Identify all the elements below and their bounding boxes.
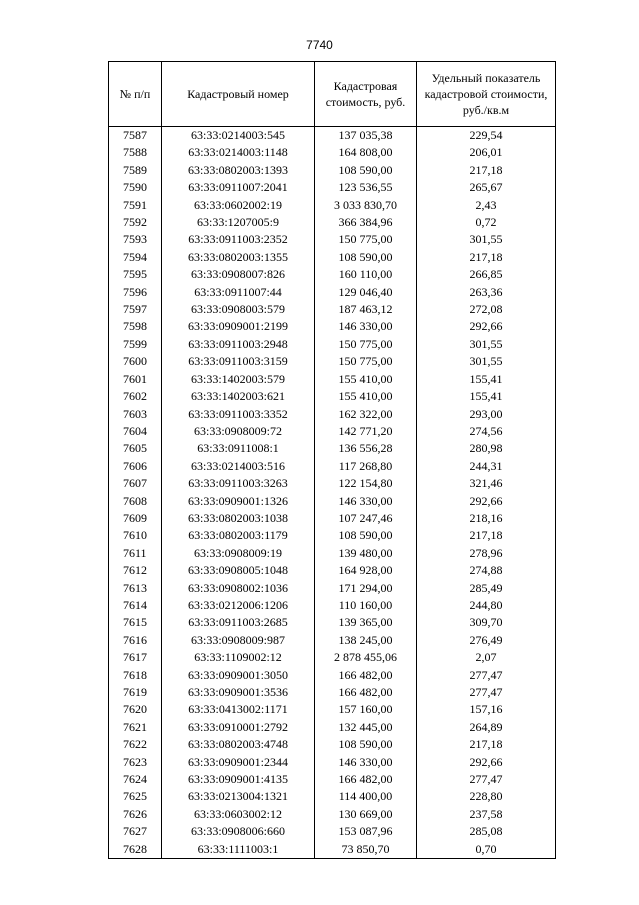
- table-row: [109, 736, 556, 753]
- cadastral-number-cell: 63:33:1402003:579: [162, 371, 315, 388]
- row-number-cell: 7594: [109, 249, 162, 266]
- table-row: [109, 336, 556, 353]
- cadastral-value-cell: 114 400,00: [315, 788, 417, 805]
- specific-index-cell: 217,18: [417, 736, 556, 753]
- table-row: [109, 249, 556, 266]
- cadastral-number-cell: 63:33:0908009:19: [162, 545, 315, 562]
- header-specific-index: Удельный показатель кадастровой стоимости, руб./кв.м: [417, 62, 556, 127]
- table-row: [109, 510, 556, 527]
- cadastral-number-cell: 63:33:0802003:1393: [162, 162, 315, 179]
- table-row: [109, 719, 556, 736]
- table-row: [109, 266, 556, 283]
- cadastral-value-cell: 3 033 830,70: [315, 197, 417, 214]
- table-body: [109, 127, 556, 859]
- specific-index-cell: 274,88: [417, 562, 556, 579]
- row-number-cell: 7592: [109, 214, 162, 231]
- cadastral-value-cell: 117 268,80: [315, 458, 417, 475]
- table-row: [109, 841, 556, 859]
- cadastral-number-cell: 63:33:0909001:2344: [162, 754, 315, 771]
- row-number-cell: 7606: [109, 458, 162, 475]
- table-row: [109, 318, 556, 335]
- row-number-cell: 7603: [109, 406, 162, 423]
- specific-index-cell: 274,56: [417, 423, 556, 440]
- cadastral-number-cell: 63:33:0911003:2948: [162, 336, 315, 353]
- cadastral-number-cell: 63:33:0911003:3263: [162, 475, 315, 492]
- row-number-cell: 7623: [109, 754, 162, 771]
- table-row: [109, 231, 556, 248]
- cadastral-number-cell: 63:33:0908006:660: [162, 823, 315, 840]
- specific-index-cell: 217,18: [417, 249, 556, 266]
- specific-index-cell: 276,49: [417, 632, 556, 649]
- table-row: [109, 771, 556, 788]
- cadastral-number-cell: 63:33:0413002:1171: [162, 701, 315, 718]
- table-row: [109, 440, 556, 457]
- row-number-cell: 7587: [109, 127, 162, 145]
- cadastral-value-table: [108, 61, 556, 859]
- cadastral-value-cell: 164 928,00: [315, 562, 417, 579]
- cadastral-value-cell: 139 480,00: [315, 545, 417, 562]
- row-number-cell: 7596: [109, 284, 162, 301]
- cadastral-number-cell: 63:33:0911008:1: [162, 440, 315, 457]
- cadastral-number-cell: 63:33:0908005:1048: [162, 562, 315, 579]
- row-number-cell: 7611: [109, 545, 162, 562]
- row-number-cell: 7609: [109, 510, 162, 527]
- table-row: [109, 754, 556, 771]
- cadastral-number-cell: 63:33:0909001:3050: [162, 667, 315, 684]
- specific-index-cell: 228,80: [417, 788, 556, 805]
- cadastral-number-cell: 63:33:0802003:4748: [162, 736, 315, 753]
- row-number-cell: 7593: [109, 231, 162, 248]
- table-row: [109, 527, 556, 544]
- cadastral-value-cell: 150 775,00: [315, 353, 417, 370]
- cadastral-number-cell: 63:33:0910001:2792: [162, 719, 315, 736]
- table-row: [109, 823, 556, 840]
- cadastral-value-cell: 166 482,00: [315, 771, 417, 788]
- specific-index-cell: 309,70: [417, 614, 556, 631]
- row-number-cell: 7618: [109, 667, 162, 684]
- table-row: [109, 545, 556, 562]
- table-row: [109, 388, 556, 405]
- cadastral-number-cell: 63:33:1111003:1: [162, 841, 315, 859]
- specific-index-cell: 292,66: [417, 754, 556, 771]
- row-number-cell: 7604: [109, 423, 162, 440]
- row-number-cell: 7597: [109, 301, 162, 318]
- table-row: [109, 667, 556, 684]
- row-number-cell: 7615: [109, 614, 162, 631]
- specific-index-cell: 206,01: [417, 144, 556, 161]
- cadastral-value-cell: 187 463,12: [315, 301, 417, 318]
- row-number-cell: 7619: [109, 684, 162, 701]
- row-number-cell: 7622: [109, 736, 162, 753]
- specific-index-cell: 301,55: [417, 336, 556, 353]
- cadastral-value-cell: 171 294,00: [315, 580, 417, 597]
- table-row: [109, 353, 556, 370]
- cadastral-number-cell: 63:33:0802003:1355: [162, 249, 315, 266]
- cadastral-value-cell: 138 245,00: [315, 632, 417, 649]
- cadastral-value-cell: 155 410,00: [315, 388, 417, 405]
- table-row: [109, 614, 556, 631]
- cadastral-number-cell: 63:33:0911003:3352: [162, 406, 315, 423]
- specific-index-cell: 0,72: [417, 214, 556, 231]
- table-row: [109, 284, 556, 301]
- cadastral-value-cell: 155 410,00: [315, 371, 417, 388]
- cadastral-number-cell: 63:33:0908007:826: [162, 266, 315, 283]
- cadastral-value-cell: 108 590,00: [315, 527, 417, 544]
- specific-index-cell: 263,36: [417, 284, 556, 301]
- cadastral-value-cell: 366 384,96: [315, 214, 417, 231]
- specific-index-cell: 278,96: [417, 545, 556, 562]
- row-number-cell: 7620: [109, 701, 162, 718]
- page-number: 7740: [306, 38, 333, 52]
- cadastral-value-cell: 157 160,00: [315, 701, 417, 718]
- cadastral-number-cell: 63:33:0212006:1206: [162, 597, 315, 614]
- table-row: [109, 580, 556, 597]
- table-row: [109, 179, 556, 196]
- cadastral-value-cell: 150 775,00: [315, 231, 417, 248]
- row-number-cell: 7590: [109, 179, 162, 196]
- table-row: [109, 649, 556, 666]
- cadastral-number-cell: 63:33:1109002:12: [162, 649, 315, 666]
- cadastral-value-cell: 160 110,00: [315, 266, 417, 283]
- table-row: [109, 701, 556, 718]
- specific-index-cell: 244,80: [417, 597, 556, 614]
- row-number-cell: 7614: [109, 597, 162, 614]
- specific-index-cell: 292,66: [417, 318, 556, 335]
- cadastral-number-cell: 63:33:0214003:545: [162, 127, 315, 145]
- row-number-cell: 7627: [109, 823, 162, 840]
- row-number-cell: 7601: [109, 371, 162, 388]
- specific-index-cell: 293,00: [417, 406, 556, 423]
- specific-index-cell: 155,41: [417, 371, 556, 388]
- cadastral-value-cell: 139 365,00: [315, 614, 417, 631]
- cadastral-number-cell: 63:33:0909001:3536: [162, 684, 315, 701]
- row-number-cell: 7600: [109, 353, 162, 370]
- row-number-cell: 7591: [109, 197, 162, 214]
- cadastral-value-cell: 146 330,00: [315, 318, 417, 335]
- row-number-cell: 7588: [109, 144, 162, 161]
- specific-index-cell: 301,55: [417, 353, 556, 370]
- cadastral-value-cell: 132 445,00: [315, 719, 417, 736]
- specific-index-cell: 157,16: [417, 701, 556, 718]
- cadastral-number-cell: 63:33:0802003:1179: [162, 527, 315, 544]
- table-row: [109, 162, 556, 179]
- row-number-cell: 7605: [109, 440, 162, 457]
- cadastral-number-cell: 63:33:0908003:579: [162, 301, 315, 318]
- specific-index-cell: 264,89: [417, 719, 556, 736]
- specific-index-cell: 237,58: [417, 806, 556, 823]
- cadastral-number-cell: 63:33:0911007:2041: [162, 179, 315, 196]
- table-row: [109, 562, 556, 579]
- row-number-cell: 7616: [109, 632, 162, 649]
- cadastral-number-cell: 63:33:0911003:3159: [162, 353, 315, 370]
- specific-index-cell: 280,98: [417, 440, 556, 457]
- header-row-number: № п/п: [109, 62, 162, 127]
- cadastral-number-cell: 63:33:0911007:44: [162, 284, 315, 301]
- row-number-cell: 7608: [109, 493, 162, 510]
- cadastral-value-cell: 123 536,55: [315, 179, 417, 196]
- cadastral-value-cell: 162 322,00: [315, 406, 417, 423]
- cadastral-value-cell: 129 046,40: [315, 284, 417, 301]
- row-number-cell: 7598: [109, 318, 162, 335]
- specific-index-cell: 2,07: [417, 649, 556, 666]
- row-number-cell: 7610: [109, 527, 162, 544]
- cadastral-value-cell: 110 160,00: [315, 597, 417, 614]
- cadastral-value-cell: 108 590,00: [315, 249, 417, 266]
- row-number-cell: 7626: [109, 806, 162, 823]
- specific-index-cell: 266,85: [417, 266, 556, 283]
- table-row: [109, 458, 556, 475]
- cadastral-number-cell: 63:33:0214003:516: [162, 458, 315, 475]
- header-cadastral-number: Кадастровый номер: [162, 62, 315, 127]
- row-number-cell: 7628: [109, 841, 162, 859]
- cadastral-value-cell: 142 771,20: [315, 423, 417, 440]
- row-number-cell: 7602: [109, 388, 162, 405]
- table-row: [109, 197, 556, 214]
- table-row: [109, 214, 556, 231]
- specific-index-cell: 155,41: [417, 388, 556, 405]
- cadastral-value-cell: 164 808,00: [315, 144, 417, 161]
- row-number-cell: 7624: [109, 771, 162, 788]
- cadastral-number-cell: 63:33:0213004:1321: [162, 788, 315, 805]
- table-row: [109, 788, 556, 805]
- specific-index-cell: 292,66: [417, 493, 556, 510]
- table-row: [109, 127, 556, 145]
- specific-index-cell: 285,49: [417, 580, 556, 597]
- cadastral-number-cell: 63:33:0911003:2685: [162, 614, 315, 631]
- row-number-cell: 7599: [109, 336, 162, 353]
- cadastral-number-cell: 63:33:0908009:987: [162, 632, 315, 649]
- row-number-cell: 7607: [109, 475, 162, 492]
- cadastral-number-cell: 63:33:0802003:1038: [162, 510, 315, 527]
- specific-index-cell: 277,47: [417, 771, 556, 788]
- table-row: [109, 597, 556, 614]
- table-row: [109, 493, 556, 510]
- cadastral-value-cell: 153 087,96: [315, 823, 417, 840]
- row-number-cell: 7589: [109, 162, 162, 179]
- row-number-cell: 7595: [109, 266, 162, 283]
- cadastral-number-cell: 63:33:0214003:1148: [162, 144, 315, 161]
- table-row: [109, 301, 556, 318]
- header-cadastral-value: Кадастровая стоимость, руб.: [315, 62, 417, 127]
- row-number-cell: 7613: [109, 580, 162, 597]
- row-number-cell: 7612: [109, 562, 162, 579]
- cadastral-value-cell: 136 556,28: [315, 440, 417, 457]
- row-number-cell: 7621: [109, 719, 162, 736]
- table-row: [109, 423, 556, 440]
- table-header-row: [109, 62, 556, 127]
- cadastral-value-cell: 73 850,70: [315, 841, 417, 859]
- specific-index-cell: 2,43: [417, 197, 556, 214]
- specific-index-cell: 229,54: [417, 127, 556, 145]
- specific-index-cell: 217,18: [417, 162, 556, 179]
- specific-index-cell: 217,18: [417, 527, 556, 544]
- table-row: [109, 406, 556, 423]
- cadastral-value-cell: 2 878 455,06: [315, 649, 417, 666]
- specific-index-cell: 285,08: [417, 823, 556, 840]
- cadastral-value-cell: 146 330,00: [315, 493, 417, 510]
- specific-index-cell: 218,16: [417, 510, 556, 527]
- table-row: [109, 475, 556, 492]
- cadastral-value-cell: 108 590,00: [315, 736, 417, 753]
- specific-index-cell: 0,70: [417, 841, 556, 859]
- cadastral-number-cell: 63:33:1207005:9: [162, 214, 315, 231]
- specific-index-cell: 265,67: [417, 179, 556, 196]
- cadastral-number-cell: 63:33:0602002:19: [162, 197, 315, 214]
- cadastral-number-cell: 63:33:1402003:621: [162, 388, 315, 405]
- cadastral-number-cell: 63:33:0909001:4135: [162, 771, 315, 788]
- row-number-cell: 7617: [109, 649, 162, 666]
- specific-index-cell: 301,55: [417, 231, 556, 248]
- cadastral-number-cell: 63:33:0603002:12: [162, 806, 315, 823]
- cadastral-value-cell: 146 330,00: [315, 754, 417, 771]
- cadastral-value-cell: 130 669,00: [315, 806, 417, 823]
- table-row: [109, 684, 556, 701]
- cadastral-value-cell: 108 590,00: [315, 162, 417, 179]
- table-row: [109, 806, 556, 823]
- cadastral-number-cell: 63:33:0911003:2352: [162, 231, 315, 248]
- specific-index-cell: 272,08: [417, 301, 556, 318]
- cadastral-value-cell: 107 247,46: [315, 510, 417, 527]
- cadastral-value-cell: 137 035,38: [315, 127, 417, 145]
- cadastral-value-cell: 150 775,00: [315, 336, 417, 353]
- cadastral-value-cell: 122 154,80: [315, 475, 417, 492]
- cadastral-number-cell: 63:33:0909001:2199: [162, 318, 315, 335]
- table-header: [109, 62, 556, 127]
- specific-index-cell: 244,31: [417, 458, 556, 475]
- cadastral-value-cell: 166 482,00: [315, 684, 417, 701]
- cadastral-number-cell: 63:33:0909001:1326: [162, 493, 315, 510]
- table-row: [109, 144, 556, 161]
- row-number-cell: 7625: [109, 788, 162, 805]
- table-row: [109, 632, 556, 649]
- table-row: [109, 371, 556, 388]
- cadastral-number-cell: 63:33:0908009:72: [162, 423, 315, 440]
- specific-index-cell: 277,47: [417, 667, 556, 684]
- specific-index-cell: 321,46: [417, 475, 556, 492]
- specific-index-cell: 277,47: [417, 684, 556, 701]
- cadastral-number-cell: 63:33:0908002:1036: [162, 580, 315, 597]
- cadastral-value-cell: 166 482,00: [315, 667, 417, 684]
